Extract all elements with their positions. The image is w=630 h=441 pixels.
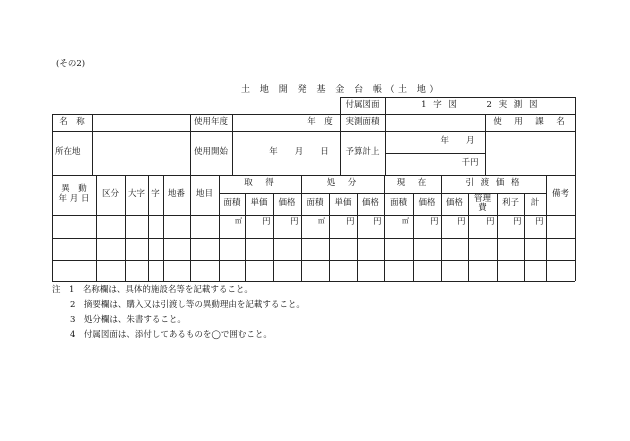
page-title: 土 地 開 発 基 金 台 帳（土 地） (241, 85, 442, 95)
cur-price-header: 価格 (418, 198, 436, 209)
acq-unit-price-header: 単価 (250, 198, 268, 209)
disp-price-unit: 円 (373, 217, 382, 227)
aza-header: 字 (151, 189, 160, 200)
use-year-label: 使用年度 (193, 116, 228, 127)
budget-amount-unit: 千円 (461, 158, 479, 169)
page-label: (その2) (56, 59, 86, 69)
year-unit: 年 度 (307, 116, 333, 127)
trans-price-header: 価格 (445, 198, 463, 209)
disp-unit-price-header: 単価 (334, 198, 352, 209)
remarks-header: 備考 (551, 189, 569, 200)
management-cost-header (468, 193, 497, 215)
attached-option-aza-map: 1 字 図 (421, 99, 459, 110)
use-section-label: 使 用 課 名 (493, 116, 567, 127)
attached-option-survey-map: 2 実 測 図 (486, 99, 540, 110)
measured-area-label: 実測面積 (345, 116, 380, 127)
acquisition-header: 取 得 (244, 178, 276, 189)
trans-price-unit: 円 (457, 217, 466, 227)
oaza-header: 大字 (127, 189, 145, 200)
acq-unit-price-unit: 円 (262, 217, 271, 227)
disp-area-unit: ㎡ (318, 217, 325, 225)
disposal-header: 処 分 (326, 178, 359, 189)
transfer-price-header: 引 渡 価 格 (465, 178, 522, 189)
movement-date-label: 年 月 日 (58, 194, 90, 204)
cur-price-unit: 円 (430, 217, 439, 227)
disp-unit-price-unit: 円 (346, 217, 355, 227)
movement-header (52, 175, 96, 215)
note-4: 4 付属図面は、添付してあるものを◯で囲むこと。 (70, 330, 272, 340)
name-label: 名 称 (59, 116, 85, 127)
lot-number-header: 地番 (167, 189, 185, 200)
use-start-date-units: 年 月 日 (269, 147, 329, 158)
attached-drawings-label: 付属図面 (345, 99, 380, 110)
note-1: 注 1 名称欄は、具体的施設名等を記載すること。 (52, 285, 253, 295)
note-3: 3 処分欄は、朱書すること。 (70, 315, 186, 325)
disp-price-header: 価格 (361, 198, 379, 209)
classification-header: 区分 (101, 189, 119, 200)
land-category-header: 地目 (195, 189, 213, 200)
location-label: 所在地 (55, 147, 81, 158)
total-header: 計 (530, 198, 540, 209)
note-2: 2 摘要欄は、購入又は引渡し等の異動理由を記載すること。 (70, 300, 305, 310)
acq-area-header: 面積 (223, 198, 241, 209)
interest-unit: 円 (513, 217, 522, 227)
movement-label: 異 動 (61, 184, 87, 195)
cur-area-unit: ㎡ (402, 217, 409, 225)
total-unit: 円 (535, 217, 544, 227)
current-header: 現 在 (396, 178, 429, 189)
budget-label: 予算計上 (345, 147, 380, 158)
acq-price-header: 価格 (278, 198, 296, 209)
budget-year-month: 年 月 (440, 136, 475, 147)
use-start-label: 使用開始 (193, 147, 228, 158)
acq-price-unit: 円 (290, 217, 299, 227)
acq-area-unit: ㎡ (235, 217, 242, 225)
disp-area-header: 面積 (306, 198, 324, 209)
management-cost-label: 管理費 (473, 194, 491, 213)
interest-header: 利子 (501, 198, 519, 209)
cur-area-header: 面積 (389, 198, 407, 209)
management-cost-unit: 円 (486, 217, 495, 227)
